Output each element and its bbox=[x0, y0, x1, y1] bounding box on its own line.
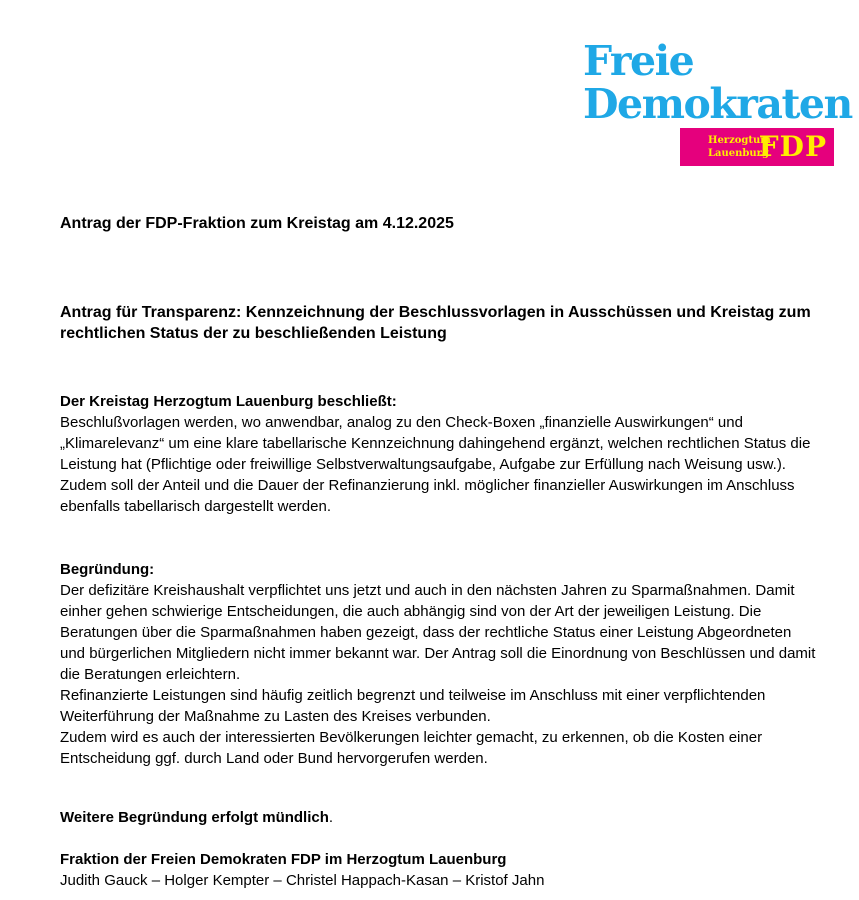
reasoning-paragraph: Der defizitäre Kreishaushalt verpflichtet uns jetzt und auch in den nächsten Jahren zu Sparmaßnahmen. Damit einher gehen schwierige Entscheidungen, die auch abhängig sind von der Art der jeweiligen Leistung. Die Beratungen über die Sparmaßnahmen haben gezeigt, dass der rechtliche Status einer Leistung Abgeordneten und bürgerlichen Mitgliedern nicht immer bekannt war. Der Antrag soll die Einordnung von Beschlüssen und damit die Beratungen erleichtern. bbox=[60, 582, 816, 683]
further-reasoning-period: . bbox=[328, 809, 334, 826]
logo-region-line1: Herzogtum bbox=[708, 135, 771, 146]
signature-block bbox=[60, 849, 820, 891]
resolution-text: Beschlußvorlagen werden, wo anwendbar, analog zu den Check-Boxen „finanzielle Auswirkungen“ und „Klimarelevanz“ um eine klare tabellarische Kennzeichnung dahingehend ergänzt, welchen rechtlichen Status die Leistung hat (Pflichtige oder freiwillige Selbstverwaltungsaufgabe, Aufgabe zur Erfüllung nach Weisung usw.). Zudem soll der Anteil und die Dauer der Refinanzierung inkl. möglicher finanzieller Auswirkungen im Anschluss ebenfalls tabellarisch dargestellt werden. bbox=[60, 414, 811, 515]
further-reasoning bbox=[60, 807, 820, 828]
reasoning-paragraph: Refinanzierte Leistungen sind häufig zeitlich begrenzt und teilweise im Anschluss mit einer verpflichtenden Weiterführung der Maßnahme zu Lasten des Kreises verbunden. bbox=[60, 687, 766, 725]
signature-names: Judith Gauck – Holger Kempter – Christel Happach-Kasan – Kristof Jahn bbox=[60, 872, 545, 889]
motion-title: Antrag für Transparenz: Kennzeichnung der Beschlussvorlagen in Ausschüssen und Kreistag zum rechtlichen Status der zu beschließenden Leistung bbox=[60, 304, 811, 342]
logo-region-line2: Lauenburg bbox=[708, 148, 769, 159]
logo-badge bbox=[680, 128, 834, 166]
resolution-section bbox=[60, 391, 820, 517]
reasoning-section bbox=[60, 559, 820, 769]
logo-text-freie: Freie bbox=[583, 37, 694, 85]
logo-fdp: FDP bbox=[758, 130, 827, 163]
fdp-logo bbox=[583, 37, 852, 168]
reasoning-heading: Begründung: bbox=[60, 561, 155, 578]
resolution-heading: Der Kreistag Herzogtum Lauenburg beschließt: bbox=[60, 393, 397, 410]
further-reasoning-text: Weitere Begründung erfolgt mündlich bbox=[60, 809, 329, 826]
logo-text-demokraten: Demokraten bbox=[583, 80, 852, 128]
reasoning-paragraph: Zudem wird es auch der interessierten Bevölkerungen leichter gemacht, zu erkennen, ob die Kosten einer Entscheidung ggf. durch Land oder Bund hervorgerufen werden. bbox=[60, 729, 763, 767]
signature-group: Fraktion der Freien Demokraten FDP im Herzogtum Lauenburg bbox=[60, 851, 507, 868]
document-heading: Antrag der FDP-Fraktion zum Kreistag am 4.12.2025 bbox=[60, 215, 454, 232]
